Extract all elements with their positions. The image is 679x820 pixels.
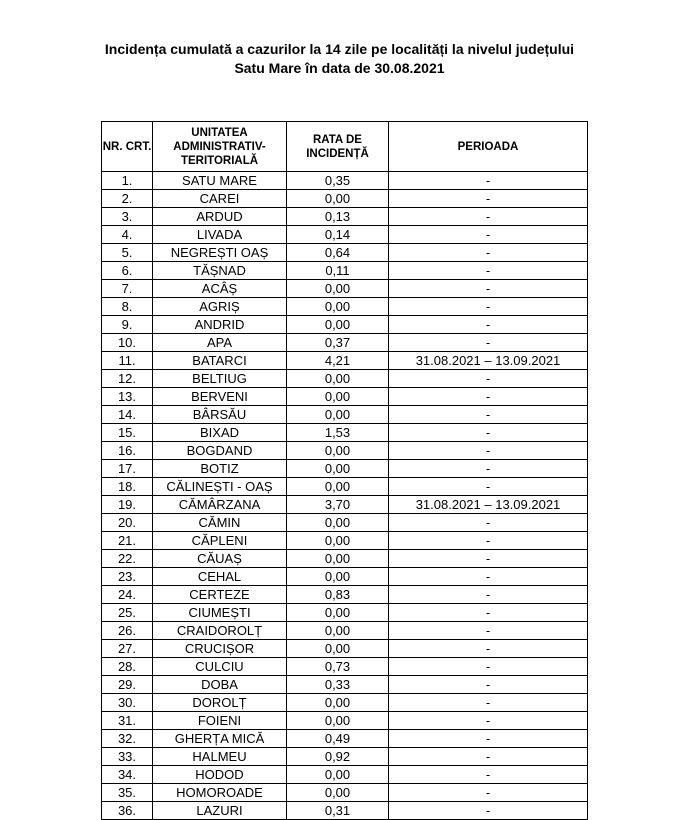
cell-rate: 0,83	[287, 586, 389, 604]
cell-period: -	[389, 424, 588, 442]
cell-rate: 0,11	[287, 262, 389, 280]
cell-unit: CĂLINEȘTI - OAȘ	[153, 478, 287, 496]
cell-rate: 0,00	[287, 622, 389, 640]
cell-period: -	[389, 532, 588, 550]
cell-unit: HODOD	[153, 766, 287, 784]
cell-rate: 0,00	[287, 478, 389, 496]
cell-unit: LIVADA	[153, 226, 287, 244]
cell-nr: 25.	[102, 604, 153, 622]
cell-rate: 0,33	[287, 676, 389, 694]
header-unit: UNITATEA ADMINISTRATIV-TERITORIALĂ	[153, 122, 287, 172]
table-row	[102, 352, 588, 370]
cell-rate: 0,00	[287, 406, 389, 424]
cell-nr: 31.	[102, 712, 153, 730]
cell-period: 31.08.2021 – 13.09.2021	[389, 352, 588, 370]
table-row	[102, 712, 588, 730]
cell-rate: 3,70	[287, 496, 389, 514]
cell-period: -	[389, 298, 588, 316]
table-row	[102, 514, 588, 532]
table-row	[102, 658, 588, 676]
table-body	[102, 172, 588, 820]
cell-rate: 0,00	[287, 316, 389, 334]
cell-unit: CĂUAȘ	[153, 550, 287, 568]
cell-unit: DOROLȚ	[153, 694, 287, 712]
cell-unit: CĂMIN	[153, 514, 287, 532]
cell-unit: BIXAD	[153, 424, 287, 442]
title-line-1: Incidența cumulată a cazurilor la 14 zile pe localități la nivelul județului	[104, 41, 575, 57]
cell-unit: HALMEU	[153, 748, 287, 766]
table-row	[102, 568, 588, 586]
cell-nr: 14.	[102, 406, 153, 424]
cell-period: -	[389, 460, 588, 478]
cell-period: -	[389, 370, 588, 388]
cell-nr: 27.	[102, 640, 153, 658]
cell-rate: 0,00	[287, 190, 389, 208]
cell-period: -	[389, 658, 588, 676]
table-row	[102, 316, 588, 334]
cell-nr: 24.	[102, 586, 153, 604]
table-row	[102, 694, 588, 712]
table-row	[102, 640, 588, 658]
cell-nr: 5.	[102, 244, 153, 262]
table-row	[102, 208, 588, 226]
cell-nr: 34.	[102, 766, 153, 784]
cell-nr: 33.	[102, 748, 153, 766]
table-row	[102, 190, 588, 208]
cell-unit: LAZURI	[153, 802, 287, 820]
cell-period: -	[389, 406, 588, 424]
table-row	[102, 406, 588, 424]
cell-period: -	[389, 478, 588, 496]
cell-rate: 0,00	[287, 298, 389, 316]
table-row	[102, 496, 588, 514]
cell-nr: 7.	[102, 280, 153, 298]
cell-nr: 22.	[102, 550, 153, 568]
cell-unit: ARDUD	[153, 208, 287, 226]
cell-period: -	[389, 226, 588, 244]
cell-period: -	[389, 262, 588, 280]
cell-rate: 0,00	[287, 550, 389, 568]
cell-unit: BERVENI	[153, 388, 287, 406]
cell-unit: GHERȚA MICĂ	[153, 730, 287, 748]
cell-nr: 36.	[102, 802, 153, 820]
cell-nr: 12.	[102, 370, 153, 388]
cell-nr: 16.	[102, 442, 153, 460]
cell-unit: APA	[153, 334, 287, 352]
table-row	[102, 424, 588, 442]
cell-rate: 0,00	[287, 766, 389, 784]
cell-nr: 11.	[102, 352, 153, 370]
cell-unit: DOBA	[153, 676, 287, 694]
cell-rate: 0,00	[287, 640, 389, 658]
cell-nr: 4.	[102, 226, 153, 244]
cell-nr: 30.	[102, 694, 153, 712]
cell-period: -	[389, 802, 588, 820]
cell-period: -	[389, 748, 588, 766]
cell-period: -	[389, 208, 588, 226]
cell-nr: 21.	[102, 532, 153, 550]
cell-nr: 2.	[102, 190, 153, 208]
cell-period: -	[389, 568, 588, 586]
cell-period: -	[389, 442, 588, 460]
cell-period: -	[389, 316, 588, 334]
cell-unit: CEHAL	[153, 568, 287, 586]
cell-nr: 10.	[102, 334, 153, 352]
table-row	[102, 388, 588, 406]
cell-nr: 13.	[102, 388, 153, 406]
table-row	[102, 370, 588, 388]
cell-unit: BATARCI	[153, 352, 287, 370]
table-row	[102, 226, 588, 244]
cell-unit: AGRIȘ	[153, 298, 287, 316]
cell-rate: 0,00	[287, 712, 389, 730]
cell-period: -	[389, 550, 588, 568]
table-row	[102, 586, 588, 604]
cell-rate: 0,73	[287, 658, 389, 676]
table-row	[102, 622, 588, 640]
cell-unit: BELTIUG	[153, 370, 287, 388]
cell-period: -	[389, 640, 588, 658]
cell-unit: CRAIDOROLȚ	[153, 622, 287, 640]
cell-unit: BÂRSĂU	[153, 406, 287, 424]
table-row	[102, 298, 588, 316]
cell-nr: 19.	[102, 496, 153, 514]
cell-period: -	[389, 604, 588, 622]
cell-nr: 6.	[102, 262, 153, 280]
table-row	[102, 244, 588, 262]
cell-nr: 15.	[102, 424, 153, 442]
table-row	[102, 766, 588, 784]
table-row	[102, 730, 588, 748]
cell-period: -	[389, 514, 588, 532]
cell-period: -	[389, 388, 588, 406]
cell-unit: CIUMEȘTI	[153, 604, 287, 622]
cell-rate: 0,92	[287, 748, 389, 766]
cell-rate: 0,00	[287, 460, 389, 478]
cell-period: -	[389, 676, 588, 694]
cell-unit: CĂPLENI	[153, 532, 287, 550]
cell-unit: FOIENI	[153, 712, 287, 730]
cell-rate: 0,49	[287, 730, 389, 748]
cell-nr: 29.	[102, 676, 153, 694]
cell-rate: 0,35	[287, 172, 389, 190]
cell-period: -	[389, 712, 588, 730]
cell-nr: 32.	[102, 730, 153, 748]
cell-rate: 0,00	[287, 388, 389, 406]
cell-nr: 26.	[102, 622, 153, 640]
document-title	[0, 40, 679, 78]
cell-unit: ACÂȘ	[153, 280, 287, 298]
cell-rate: 0,00	[287, 280, 389, 298]
cell-period: -	[389, 694, 588, 712]
header-row	[102, 122, 588, 172]
table-row	[102, 442, 588, 460]
cell-rate: 0,00	[287, 370, 389, 388]
cell-unit: ANDRID	[153, 316, 287, 334]
table-row	[102, 172, 588, 190]
header-rate: RATA DE INCIDENȚĂ	[287, 122, 389, 172]
cell-nr: 1.	[102, 172, 153, 190]
cell-unit: CAREI	[153, 190, 287, 208]
cell-period: -	[389, 730, 588, 748]
table-row	[102, 802, 588, 820]
cell-unit: CĂMÂRZANA	[153, 496, 287, 514]
header-period: PERIOADA	[389, 122, 588, 172]
table-row	[102, 784, 588, 802]
cell-rate: 0,37	[287, 334, 389, 352]
cell-rate: 0,00	[287, 784, 389, 802]
cell-nr: 28.	[102, 658, 153, 676]
cell-nr: 23.	[102, 568, 153, 586]
cell-period: -	[389, 766, 588, 784]
cell-period: -	[389, 622, 588, 640]
cell-period: -	[389, 586, 588, 604]
cell-rate: 0,14	[287, 226, 389, 244]
cell-unit: CERTEZE	[153, 586, 287, 604]
cell-rate: 0,00	[287, 694, 389, 712]
cell-rate: 4,21	[287, 352, 389, 370]
cell-nr: 8.	[102, 298, 153, 316]
table-row	[102, 532, 588, 550]
cell-period: -	[389, 172, 588, 190]
table-row	[102, 262, 588, 280]
cell-rate: 0,00	[287, 514, 389, 532]
cell-unit: TĂȘNAD	[153, 262, 287, 280]
cell-rate: 0,00	[287, 604, 389, 622]
table-row	[102, 748, 588, 766]
cell-period: 31.08.2021 – 13.09.2021	[389, 496, 588, 514]
cell-rate: 0,00	[287, 532, 389, 550]
cell-period: -	[389, 784, 588, 802]
cell-rate: 0,31	[287, 802, 389, 820]
table-header	[102, 122, 588, 172]
table-row	[102, 604, 588, 622]
incidence-table	[101, 121, 588, 820]
cell-period: -	[389, 280, 588, 298]
cell-rate: 0,00	[287, 442, 389, 460]
table-row	[102, 550, 588, 568]
table-row	[102, 460, 588, 478]
table-row	[102, 676, 588, 694]
cell-rate: 0,00	[287, 568, 389, 586]
table-row	[102, 478, 588, 496]
table-row	[102, 280, 588, 298]
cell-unit: CRUCIȘOR	[153, 640, 287, 658]
table-row	[102, 334, 588, 352]
cell-nr: 20.	[102, 514, 153, 532]
cell-rate: 0,64	[287, 244, 389, 262]
cell-unit: CULCIU	[153, 658, 287, 676]
cell-nr: 3.	[102, 208, 153, 226]
title-line-2: Satu Mare în data de 30.08.2021	[234, 60, 445, 76]
header-nr-crt: NR. CRT.	[102, 122, 153, 172]
cell-period: -	[389, 244, 588, 262]
cell-unit: BOTIZ	[153, 460, 287, 478]
cell-unit: SATU MARE	[153, 172, 287, 190]
cell-nr: 17.	[102, 460, 153, 478]
cell-nr: 18.	[102, 478, 153, 496]
cell-unit: BOGDAND	[153, 442, 287, 460]
cell-rate: 0,13	[287, 208, 389, 226]
cell-period: -	[389, 334, 588, 352]
cell-period: -	[389, 190, 588, 208]
cell-rate: 1,53	[287, 424, 389, 442]
cell-unit: HOMOROADE	[153, 784, 287, 802]
cell-unit: NEGREȘTI OAȘ	[153, 244, 287, 262]
cell-nr: 35.	[102, 784, 153, 802]
cell-nr: 9.	[102, 316, 153, 334]
